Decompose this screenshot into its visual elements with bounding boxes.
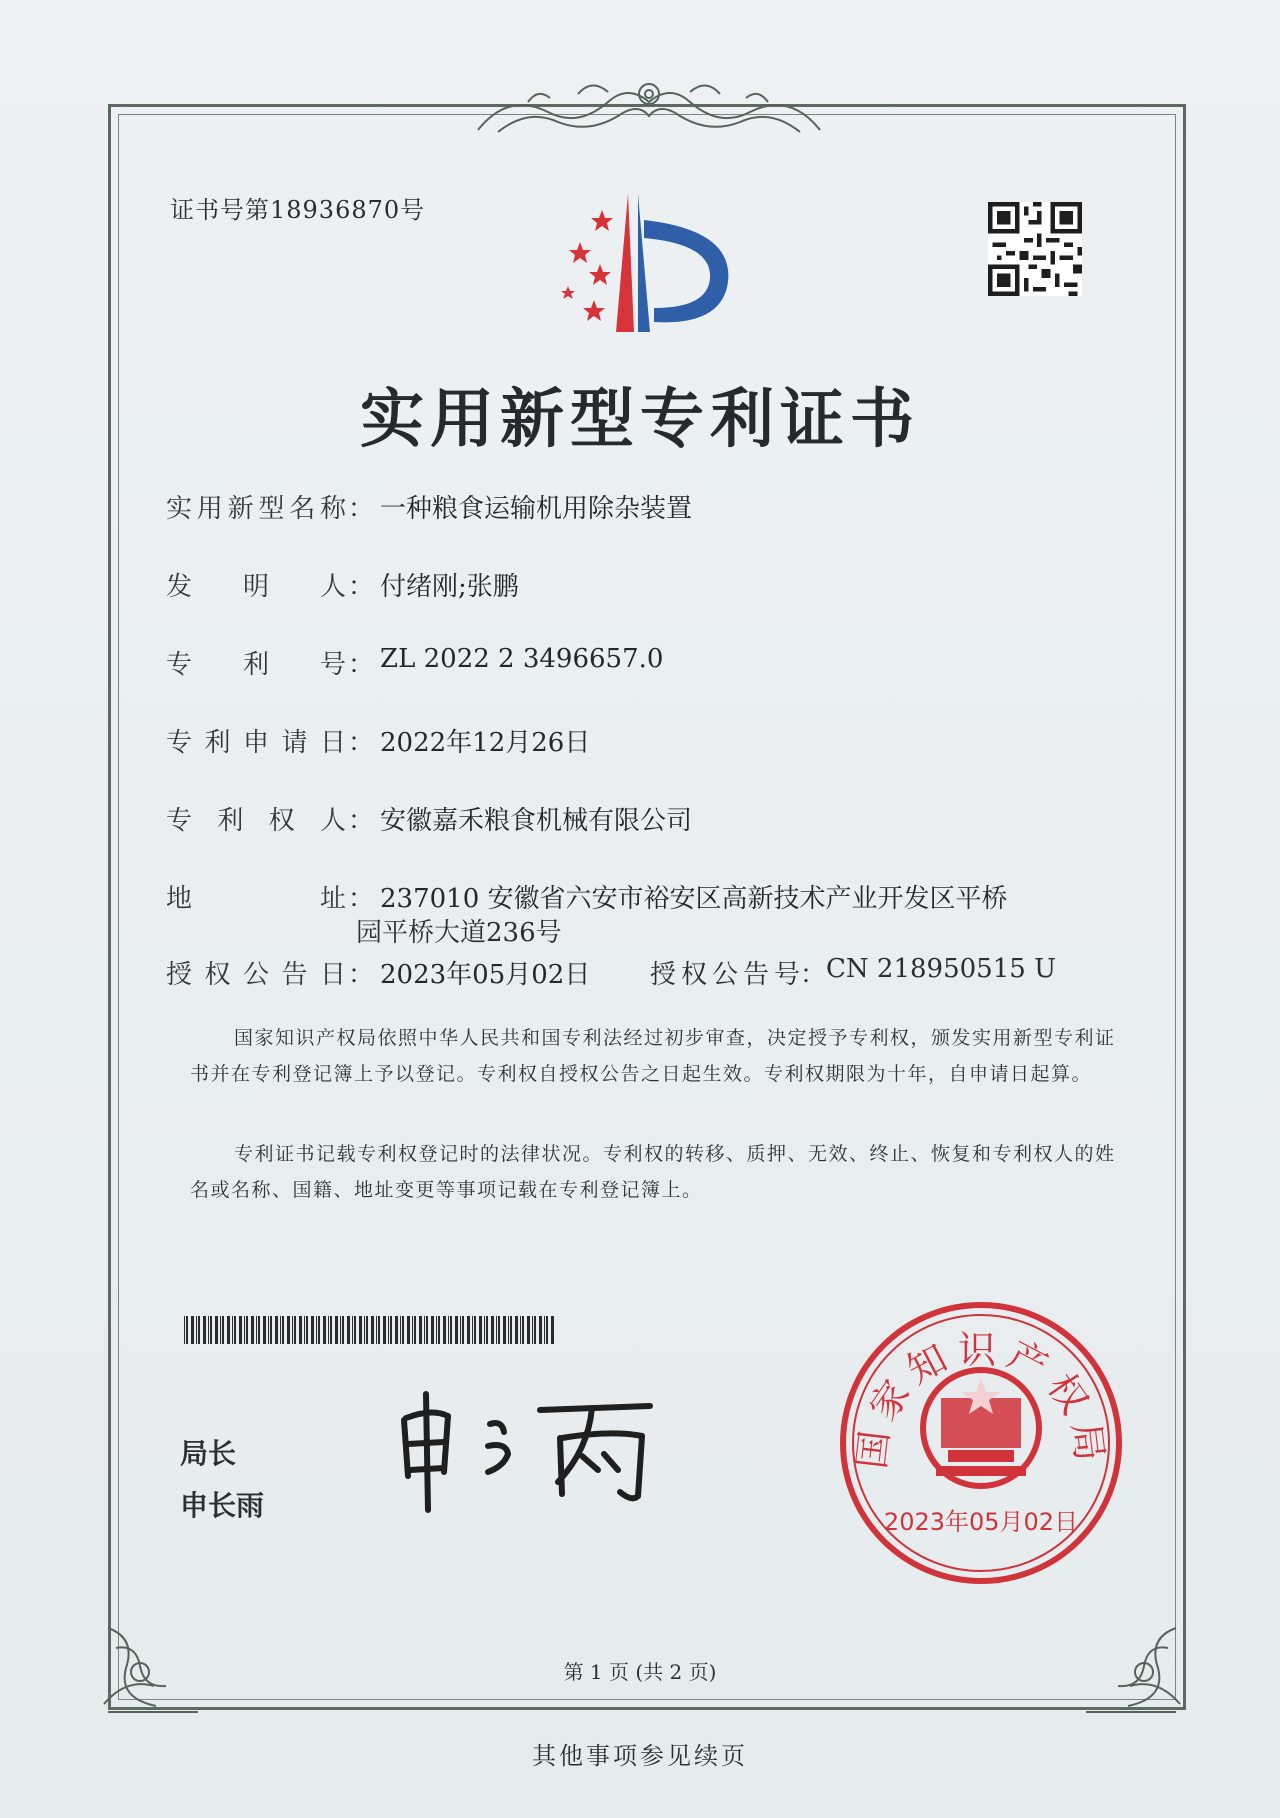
footer-note: 其他事项参见续页: [532, 1742, 748, 1770]
field-patentee: 专利权人 ： 安徽嘉禾粮食机械有限公司: [166, 800, 692, 837]
seal-text: 国家知识产权局: [849, 1328, 1113, 1472]
field-label: 实用新型名称: [166, 494, 346, 524]
field-value: ZL 2022 2 3496657.0: [380, 644, 664, 674]
field-filing-date: 专利申请日 ： 2022年12月26日: [166, 722, 590, 759]
field-inventor: 发明人 ： 付绪刚;张鹏: [166, 566, 519, 603]
signature-icon: [392, 1380, 672, 1520]
seal-date: 2023年05月02日: [883, 1508, 1079, 1536]
signer-title: 局长: [180, 1437, 237, 1470]
cnipa-logo-icon: [558, 190, 748, 338]
barcode-icon: [184, 1316, 560, 1344]
legal-paragraph: 专利证书记载专利权登记时的法律状况。专利权的转移、质押、无效、终止、恢复和专利权人的姓名或名称、国籍、地址变更等事项记载在专利登记簿上。: [190, 1143, 1116, 1201]
field-label: 授权公告日: [166, 960, 346, 990]
field-value: 一种粮食运输机用除杂装置: [380, 494, 693, 524]
field-label: 地址: [166, 884, 346, 914]
field-label: 专利申请日: [166, 728, 346, 758]
field-value: CN 218950515 U: [826, 954, 1056, 984]
field-utility-model-name: 实用新型名称 ： 一种粮食运输机用除杂装置: [166, 488, 692, 525]
field-grant-number: 授权公告号 ： CN 218950515 U: [650, 954, 1056, 990]
field-value: 237010 安徽省六安市裕安区高新技术产业开发区平桥: [380, 884, 1008, 914]
field-grant-date: 授权公告日 ： 2023年05月02日: [166, 954, 590, 991]
field-value: 付绪刚;张鹏: [380, 572, 519, 602]
official-seal-icon: [836, 1298, 1126, 1588]
field-label: 发明人: [166, 572, 346, 602]
address-line-2: 园平桥大道236号: [356, 918, 562, 948]
field-label: 专利权人: [166, 806, 346, 836]
signer-name: 申长雨: [180, 1489, 265, 1522]
legal-paragraph: 国家知识产权局依照中华人民共和国专利法经过初步审查，决定授予专利权，颁发实用新型专利证书并在专利登记簿上予以登记。专利权自授权公告之日起生效。专利权期限为十年，自申请日起算。: [190, 1027, 1116, 1085]
field-value: 2022年12月26日: [380, 728, 591, 758]
field-address: 地址 ： 237010 安徽省六安市裕安区高新技术产业开发区平桥: [166, 878, 1008, 915]
field-patent-number: 专利号 ： ZL 2022 2 3496657.0: [166, 644, 664, 680]
field-label: 专利号: [166, 650, 346, 680]
document-title: 实用新型专利证书: [360, 382, 920, 457]
certificate-number: 证书号第18936870号: [170, 196, 426, 224]
top-ornament-icon: [468, 72, 830, 142]
field-value: 2023年05月02日: [380, 960, 591, 990]
field-value: 安徽嘉禾粮食机械有限公司: [380, 806, 693, 836]
field-label: 授权公告号: [650, 960, 800, 990]
qr-code-icon: [988, 202, 1082, 296]
page-number: 第 1 页 (共 2 页): [563, 1660, 717, 1684]
